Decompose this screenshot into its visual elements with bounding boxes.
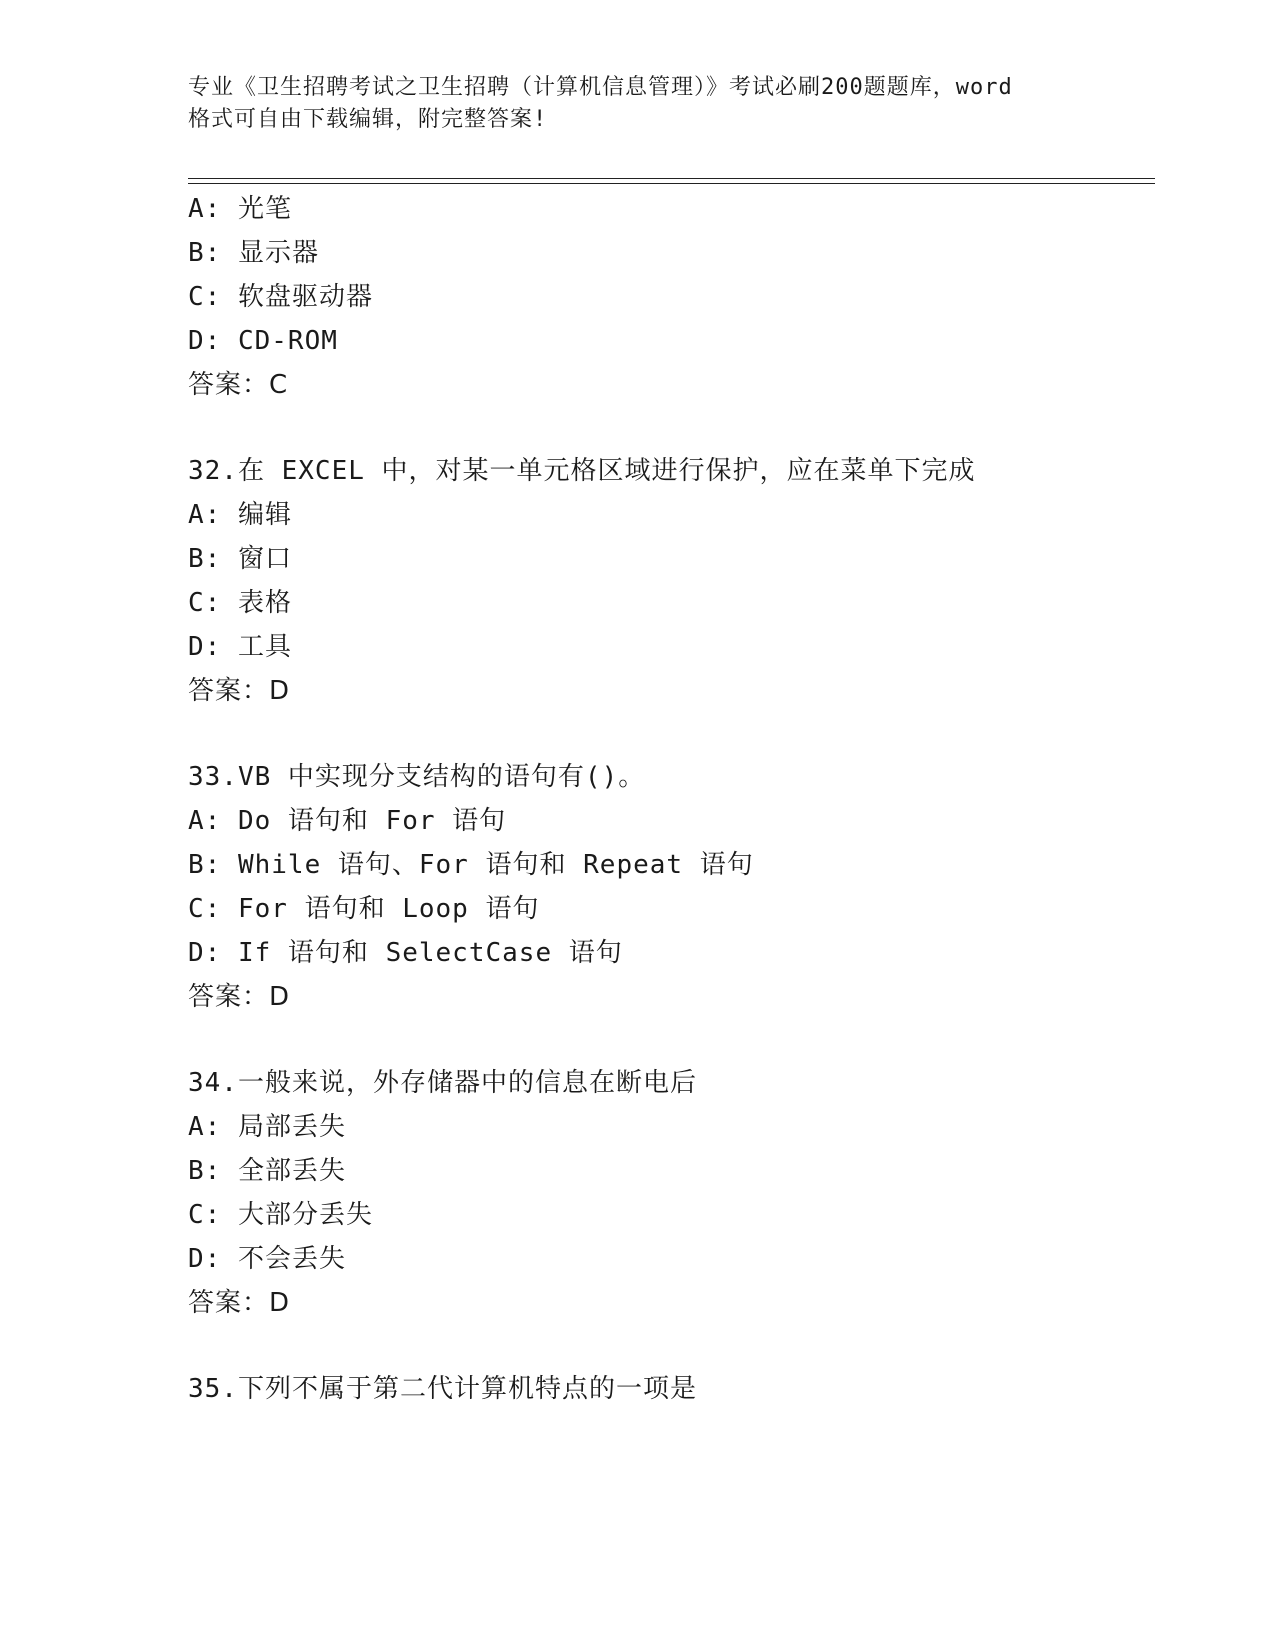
q31-option-a: A: 光笔 — [188, 194, 292, 224]
q33-answer: 答案：D — [188, 982, 291, 1012]
q32-option-a: A: 编辑 — [188, 500, 292, 530]
header-line-2: 格式可自由下载编辑，附完整答案! — [188, 107, 548, 132]
q31-option-c: C: 软盘驱动器 — [188, 282, 373, 312]
q32-answer: 答案：D — [188, 676, 291, 706]
q34-option-b: B: 全部丢失 — [188, 1156, 346, 1186]
q32-question: 32.在 EXCEL 中，对某一单元格区域进行保护，应在菜单下完成 — [188, 456, 976, 486]
q33-option-a: A: Do 语句和 For 语句 — [188, 806, 507, 836]
document-header — [188, 72, 1088, 136]
header-line-1: 专业《卫生招聘考试之卫生招聘（计算机信息管理）》考试必刷200题题库，word — [188, 75, 1013, 100]
header-divider-top — [188, 178, 1155, 179]
q33-option-d: D: If 语句和 SelectCase 语句 — [188, 938, 623, 968]
q31-answer: 答案：C — [188, 370, 289, 400]
q34-option-a: A: 局部丢失 — [188, 1112, 346, 1142]
q32-option-d: D: 工具 — [188, 632, 292, 662]
q32-option-c: C: 表格 — [188, 588, 292, 618]
q33-option-c: C: For 语句和 Loop 语句 — [188, 894, 540, 924]
q34-question: 34.一般来说，外存储器中的信息在断电后 — [188, 1068, 697, 1098]
header-divider-bottom — [188, 183, 1155, 184]
q31-option-d: D: CD-ROM — [188, 326, 338, 356]
q32-option-b: B: 窗口 — [188, 544, 292, 574]
q33-option-b: B: While 语句、For 语句和 Repeat 语句 — [188, 850, 754, 880]
q34-option-c: C: 大部分丢失 — [188, 1200, 373, 1230]
q34-answer: 答案：D — [188, 1288, 291, 1318]
q35-question: 35.下列不属于第二代计算机特点的一项是 — [188, 1374, 697, 1404]
q34-option-d: D: 不会丢失 — [188, 1244, 346, 1274]
q31-option-b: B: 显示器 — [188, 238, 319, 268]
q33-question: 33.VB 中实现分支结构的语句有()。 — [188, 762, 646, 792]
